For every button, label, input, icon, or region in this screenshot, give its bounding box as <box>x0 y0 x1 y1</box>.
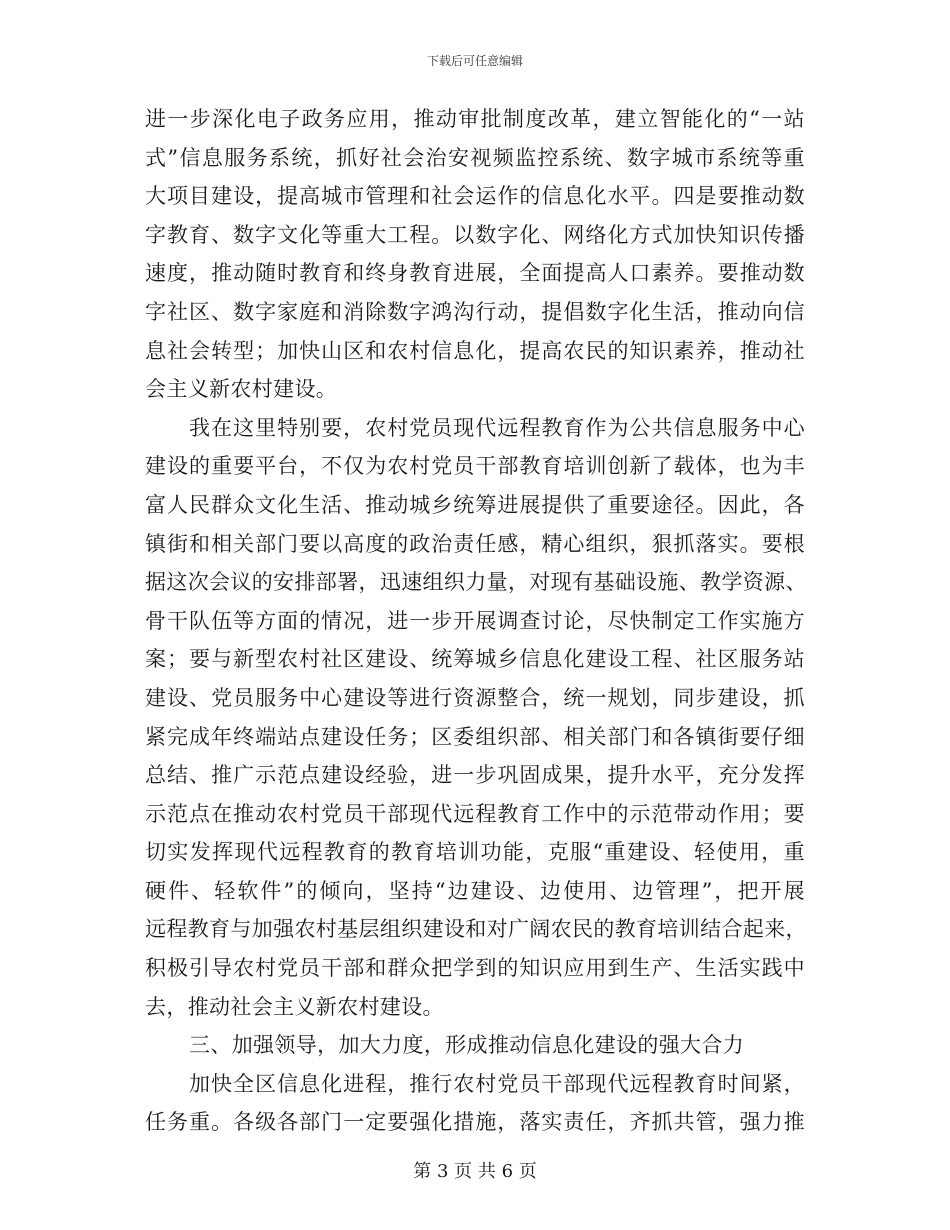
text-line: 字教育、数字文化等重大工程。以数字化、网络化方式加快知识传播 <box>145 222 805 247</box>
page-footer: 第 3 页 共 6 页 <box>413 1161 537 1182</box>
text-line: 富人民群众文化生活、推动城乡统筹进展提供了重要途径。因此，各 <box>145 492 805 517</box>
text-line: 紧完成年终端站点建设任务；区委组织部、相关部门和各镇街要仔细 <box>145 724 805 749</box>
text-line: 息社会转型；加快山区和农村信息化，提高农民的知识素养，推动社 <box>145 338 805 363</box>
text-line: 速度，推动随时教育和终身教育进展，全面提高人口素养。要推动数 <box>145 261 805 286</box>
text-line: 会主义新农村建设。 <box>145 377 338 402</box>
text-line: 建设、党员服务中心建设等进行资源整合，统一规划，同步建设，抓 <box>145 685 805 710</box>
text-line: 远程教育与加强农村基层组织建设和对广阔农民的教育培训结合起来， <box>145 917 807 942</box>
text-line: 总结、推广示范点建设经验，进一步巩固成果，提升水平，充分发挥 <box>145 763 805 788</box>
page-header: 下载后可任意编辑 <box>426 54 523 68</box>
text-line: 建设的重要平台，不仅为农村党员干部教育培训创新了载体，也为丰 <box>145 454 805 479</box>
text-line: 我在这里特别要，农村党员现代远程教育作为公共信息服务中心 <box>189 415 805 440</box>
text-line: 积极引导农村党员干部和群众把学到的知识应用到生产、生活实践中 <box>145 956 805 981</box>
text-line: 硬件、轻软件”的倾向，坚持“边建设、边使用、边管理”，把开展 <box>145 878 805 903</box>
text-line: 加快全区信息化进程，推行农村党员干部现代远程教育时间紧， <box>189 1071 805 1096</box>
text-line: 任务重。各级各部门一定要强化措施，落实责任，齐抓共管，强力推 <box>145 1110 805 1135</box>
text-line: 字社区、数字家庭和消除数字鸿沟行动，提倡数字化生活，推动向信 <box>145 299 805 324</box>
text-line: 大项目建设，提高城市管理和社会运作的信息化水平。四是要推动数 <box>145 184 805 209</box>
text-line: 镇街和相关部门要以高度的政治责任感，精心组织，狠抓落实。要根 <box>145 531 805 556</box>
text-line: 切实发挥现代远程教育的教育培训功能，克服“重建设、轻使用，重 <box>145 840 805 865</box>
text-line: 去，推动社会主义新农村建设。 <box>145 994 444 1019</box>
text-line: 案；要与新型农村社区建设、统筹城乡信息化建设工程、社区服务站 <box>145 647 805 672</box>
document-body <box>145 100 805 1142</box>
text-line: 据这次会议的安排部署，迅速组织力量，对现有基础设施、教学资源、 <box>145 570 807 595</box>
text-line: 示范点在推动农村党员干部现代远程教育工作中的示范带动作用；要 <box>145 801 805 826</box>
text-line: 进一步深化电子政务应用，推动审批制度改革，建立智能化的“一站 <box>145 107 805 131</box>
text-line: 三、加强领导，加大力度，形成推动信息化建设的强大合力 <box>189 1033 745 1058</box>
text-line: 式”信息服务系统，抓好社会治安视频监控系统、数字城市系统等重 <box>145 145 805 170</box>
text-line: 骨干队伍等方面的情况，进一步开展调查讨论，尽快制定工作实施方 <box>145 608 805 633</box>
